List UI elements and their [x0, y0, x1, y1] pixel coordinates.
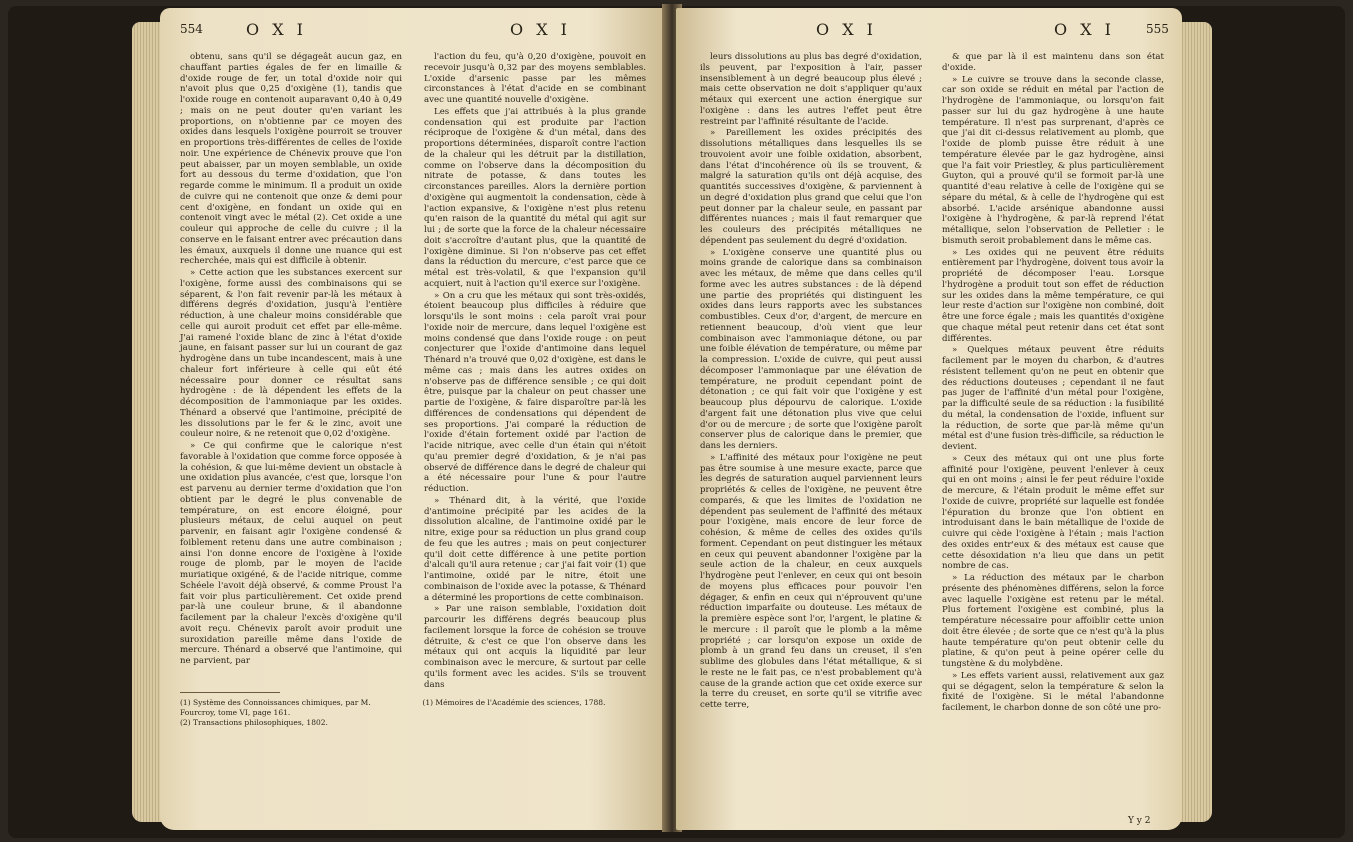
text-column-1 [180, 52, 402, 667]
text-column-1 [700, 52, 922, 711]
running-head: O X I [1054, 20, 1115, 39]
text-column-2 [942, 52, 1164, 714]
text-column-2 [424, 52, 646, 690]
paragraph: obtenu, sans qu'il se dégageât aucun gaz, en chauffant parties égales de fer en limaille & d'oxide rouge de fer, un total d'oxide noir qui n'avoit plus que 0,25 d'oxigène (1), tandis que l'oxide rouge en contenoit auparavant 0,40 à 0,49 ; mais on ne peut douter qu'en variant les proportions, on n'obtienne par ce moyen des oxides dans lesquels l'oxigène pourroit se trouver en proportions très-différentes de celles de l'oxide noir. Une expérience de Chénevix prouve que l'on peut abaisser, par un moyen semblable, un oxide fort au dessous du terme d'oxidation, que l'on regarde comme le minimum. Il a produit un oxide de cuivre qui ne contenoit que onze & demi pour cent d'oxigène, en fondant un oxide qui en contenoit vingt avec le métal (2). Cet oxide a une couleur qui approche de celle du cuivre ; il la conserve en le faisant entrer avec précaution dans les émaux, auxquels il donne une nuance qui est recherchée, mais qui est difficile à obtenir. [180, 52, 402, 267]
paragraph: » Pareillement les oxides précipités des dissolutions métalliques dans lesquelles ils se trouvoient avoir une foible oxidation, absorbent, dans l'état d'incohérence où ils se trouvent, & malgré la saturation qu'ils ont déjà acquise, des quantités successives d'oxigène, & parviennent à un degré d'oxidation plus grand que celui que l'on peut donner par la chaleur seule, en passant par différentes nuances ; mais il faut remarquer que les couleurs des précipités métalliques ne dépendent pas seulement du degré d'oxidation. [700, 128, 922, 246]
running-head: O X I [816, 20, 877, 39]
right-page [676, 8, 1182, 830]
page-number: 554 [180, 22, 203, 36]
paragraph: leurs dissolutions au plus bas degré d'oxidation, ils peuvent, par l'exposition à l'air, passer insensiblement à un degré beaucoup plus élevé ; mais cette observation ne doit s'appliquer qu'aux métaux qui exercent une action énergique sur l'oxigène : dans les autres l'effet peut être restreint par l'affinité résultante de l'acide. [700, 52, 922, 127]
paragraph: » Le cuivre se trouve dans la seconde classe, car son oxide se réduit en métal par l'action de l'hydrogène de l'ammoniaque, ou lorsqu'on fait passer sur lui du gaz hydrogène à une haute température. Il n'est pas surprenant, d'après ce que j'ai dit ci-dessus relativement au plomb, que l'oxide de plomb puisse être réduit à une température élevée par le gaz hydrogène, ainsi que l'a fait voir Priestley, & plus particulièrement Guyton, qui a prouvé qu'il se formoit par-là une quantité d'eau relative à celle de l'oxigène qui se sépare du métal, & à celle de l'hydrogène qui est absorbé. L'acide arsénique abandonne aussi l'oxigène à l'hydrogène, & par-là reprend l'état métallique, selon l'observation de Pelletier : le bismuth seroit probablement dans le même cas. [942, 74, 1164, 246]
paragraph: & que par là il est maintenu dans son état d'oxide. [942, 52, 1164, 73]
footnote: (1) Mémoires de l'Académie des sciences, 1788. [422, 698, 606, 707]
signature-mark: Y y 2 [1128, 816, 1151, 826]
footnote-rule [180, 692, 280, 693]
running-head: O X I [246, 20, 307, 39]
running-head: O X I [510, 20, 571, 39]
paragraph: » Les effets varient aussi, relativement aux gaz qui se dégagent, selon la température & selon la fixité de l'oxigène. Si le métal l'abandonne facilement, le charbon donne de son côté une pro- [942, 670, 1164, 713]
paragraph: » L'affinité des métaux pour l'oxigène ne peut pas être soumise à une mesure exacte, parce que les degrés de saturation auquel parviennent leurs propriétés & celles de l'oxigène, ne peuvent être comparés, & que les limites de l'oxidation ne dépendent pas seulement de l'affinité des métaux pour l'oxigène, mais encore de leur force de cohésion, & même de celles des oxides qu'ils forment. Cependant on peut distinguer les métaux en ceux qui peuvent abandonner l'oxigène par la seule action de la chaleur, en ceux auxquels l'hydrogène peut l'enlever, en ceux qui ont besoin de moyens plus efficaces pour pouvoir l'en dégager, & enfin en ceux qui n'éprouvent qu'une réduction imparfaite ou douteuse. Les métaux de la première espèce sont l'or, l'argent, le platine & le mercure : il paroît que le plomb a la même propriété ; car lorsqu'on expose un oxide de plomb à un grand feu dans un creuset, il s'en sublime des globules dans l'état métallique, & si le reste ne le fait pas, ce n'est probablement qu'à cause de la grande action que cet oxide exerce sur la terre du creuset, en sorte qu'il se vitrifie avec cette terre, [700, 452, 922, 710]
paragraph: » Cette action que les substances exercent sur l'oxigène, forme aussi des combinaisons qui se séparent, & l'on fait revenir par-là les métaux à différens degrés d'oxidation, jusqu'à l'entière réduction, à une chaleur moins considérable que celle qui auroit produit cet effet par elle-même. J'ai ramené l'oxide blanc de zinc à l'état d'oxide jaune, en faisant passer sur lui un courant de gaz hydrogène dans un tube incandescent, mais à une chaleur fort inférieure à celle qui eût été nécessaire pour donner ce résultat sans hydrogène : de là dépendent les effets de la décomposition de l'ammoniaque par les oxides. Thénard a observé que l'antimoine, précipité de les dissolutions par le fer & le zinc, avoit une couleur noire, & ne retenoit que 0,02 d'oxigène. [180, 268, 402, 440]
paragraph: » On a cru que les métaux qui sont très-oxidés, étoient beaucoup plus difficiles à réduire que lorsqu'ils le sont moins : cela paroît vrai pour l'oxide noir de mercure, dans lequel l'oxigène est moins condensé que dans l'oxide rouge : on peut conjecturer que l'oxide d'antimoine dans lequel Thénard n'a trouvé que 0,02 d'oxigène, est dans le même cas ; mais dans les autres oxides on n'observe pas de différence sensible ; ce qui doit être, puisque par la chaleur on peut chasser une partie de l'oxigène, & faire disparoître par-là les différences de condensations qui dépendent de ses proportions. J'ai comparé la réduction de l'oxide d'étain fortement oxidé par l'action de l'acide nitrique, avec celle d'un étain qui n'étoit qu'au premier degré d'oxidation, & je n'ai pas observé de différence dans le degré de chaleur qui a été nécessaire pour l'une & pour l'autre réduction. [424, 290, 646, 494]
footnote: (2) Transactions philosophiques, 1802. [180, 718, 328, 727]
left-page [160, 8, 666, 830]
paragraph: » La réduction des métaux par le charbon présente des phénomènes différens, selon la force avec laquelle l'oxigène est retenu par le métal. Plus fortement l'oxigène est combiné, plus la température nécessaire pour affoiblir cette union doit être élevée ; de sorte que ce n'est qu'à la plus haute température qu'on peut obtenir celle du platine, & qu'on peut à peine opérer celle du tungstène & du molybdène. [942, 573, 1164, 669]
paragraph: » Ceux des métaux qui ont une plus forte affinité pour l'oxigène, peuvent l'enlever à ceux qui en ont moins ; ainsi le fer peut réduire l'oxide de mercure, & l'étain produit le même effet sur l'oxide de cuivre, propriété sur laquelle est fondée l'épuration du bronze que l'on obtient en introduisant dans le bain métallique de l'oxide de cuivre qui cède l'oxigène à l'étain ; mais l'action des oxides entr'eux & des métaux est cause que cette désoxidation n'a lieu que dans un petit nombre de cas. [942, 453, 1164, 572]
page-number: 555 [1146, 22, 1169, 36]
paragraph: Les effets que j'ai attribués à la plus grande condensation qui est produite par l'action réciproque de l'oxigène & d'un métal, dans des proportions déterminées, disparoît contre l'action de la chaleur qui les détruit par la distillation, comme on l'observe dans la décomposition du nitrate de potasse, & dans toutes les circonstances pareilles. Alors la dernière portion d'oxigène qui augmentoit la condensation, cède à l'action expansive, & l'oxigène n'est plus retenu qu'en raison de la quantité du métal qui agit sur lui ; de sorte que la force de la chaleur nécessaire doit s'accroître d'autant plus, que la quantité de l'oxigène diminue. Si l'on n'observe pas cet effet dans la réduction du mercure, c'est parce que ce métal est très-volatil, & que l'expansion qu'il acquiert, nuit à l'action qu'il exerce sur l'oxigène. [424, 106, 646, 289]
paragraph: l'action du feu, qu'à 0,20 d'oxigène, pouvoit en recevoir jusqu'à 0,32 par des moyens semblables. L'oxide d'arsenic passe par les mêmes circonstances à l'état d'acide en se combinant avec une quantité nouvelle d'oxigène. [424, 52, 646, 105]
paragraph: » Thénard dit, à la vérité, que l'oxide d'antimoine précipité par les acides de la dissolution alcaline, de l'antimoine oxidé par le nitre, exige pour sa réduction un plus grand coup de feu que les autres ; mais on peut conjecturer qu'il doit cette différence à une petite portion d'alcali qu'il aura retenue ; car j'ai fait voir (1) que l'antimoine, oxidé par le nitre, étoit une combinaison de l'oxide avec la potasse, & Thénard a déterminé les proportions de cette combinaison. [424, 495, 646, 603]
footnote: (1) Système des Connoissances chimiques, par M. Fourcroy, tome VI, page 161. [180, 698, 371, 717]
paragraph: » L'oxigène conserve une quantité plus ou moins grande de calorique dans sa combinaison avec les métaux, de même que dans celles qu'il forme avec les autres substances : de là dépend une partie des propriétés qui distinguent les oxides dans leurs rapports avec les substances combustibles. Ceux d'or, d'argent, de mercure en retiennent beaucoup, d'où vient que leur combinaison avec l'ammoniaque détone, ou par une foible élévation de température, ou même par la compression. L'oxide de cuivre, qui peut aussi décomposer l'ammoniaque par une élévation de température, ne produit cependant point de détonation ; ce qui fait voir que l'oxigène y est beaucoup plus dépourvu de calorique. L'oxide d'argent fait une détonation plus vive que celui d'or ou de mercure ; de sorte que l'oxigène paroît conserver plus de calorique dans le premier, que dans les derniers. [700, 247, 922, 451]
paragraph: » Les oxides qui ne peuvent être réduits entièrement par l'hydrogène, doivent tous avoir la propriété de décomposer l'eau. Lorsque l'hydrogène a produit tout son effet de réduction sur les oxides dans la même température, ce qui leur reste d'action sur l'oxigène non combiné, doit être une force égale ; mais les quantités d'oxigène que chaque métal peut retenir dans cet état sont différentes. [942, 247, 1164, 344]
footnotes [180, 698, 646, 728]
paragraph: » Ce qui confirme que le calorique n'est favorable à l'oxidation que comme force opposée à la cohésion, & que lui-même devient un obstacle à une oxidation plus avancée, c'est que, lorsque l'on est parvenu au dernier terme d'oxidation que l'on obtient par le degré le plus convenable de température, on est encore éloigné, pour plusieurs métaux, de celui auquel on peut parvenir, en faisant agir l'oxigène condensé & foiblement retenu dans une autre combinaison ; ainsi l'on donne encore de l'oxigène à l'oxide rouge de plomb, par le moyen de l'acide muriatique oxigéné, & de l'acide nitrique, comme Schéele l'avoit déjà observé, & comme Proust l'a fait voir plus particulièrement. Cet oxide prend par-là une couleur brune, & il abandonne facilement par la chaleur l'excès d'oxigène qu'il avoit reçu. Chénevix paroît avoir produit une suroxidation pareille même dans l'oxide de mercure. Thénard a observé que l'antimoine, qui ne parvient, par [180, 441, 402, 666]
paragraph: » Par une raison semblable, l'oxidation doit parcourir les différens degrés beaucoup plus facilement lorsque la force de cohésion se trouve détruite, & c'est ce que l'on observe dans les métaux qui ont acquis la liquidité par leur combinaison avec le mercure, & surtout par celle qu'ils forment avec les acides. S'ils se trouvent dans [424, 604, 646, 690]
paragraph: » Quelques métaux peuvent être réduits facilement par le moyen du charbon, & d'autres résistent tellement qu'on ne peut en obtenir que des réductions douteuses ; cependant il ne faut pas juger de l'affinité d'un métal pour l'oxigène, par la difficulté seule de sa réduction : la fusibilité du métal, la condensation de l'oxide, influent sur la réduction, de sorte que par-là même qu'un métal est d'une fusion très-difficile, sa réduction le devient. [942, 345, 1164, 452]
